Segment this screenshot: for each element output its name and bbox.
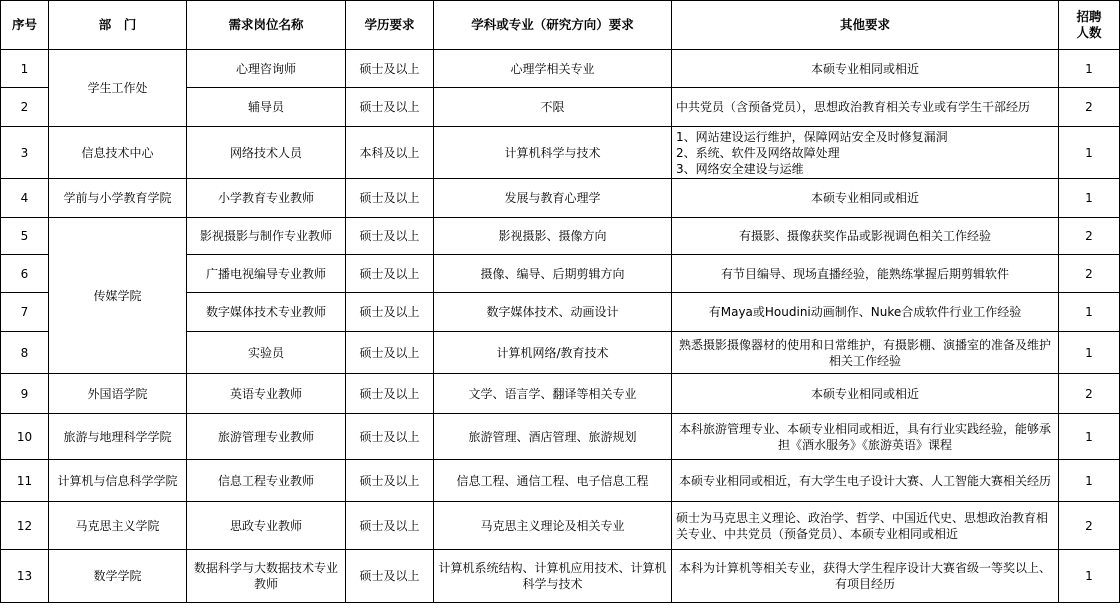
cell-major: 计算机科学与技术 bbox=[434, 127, 672, 179]
other-line: 2、系统、软件及网络故障处理 bbox=[676, 145, 840, 160]
header-count bbox=[1059, 1, 1120, 50]
cell-no: 8 bbox=[1, 332, 49, 374]
table-row bbox=[1, 374, 1120, 414]
cell-count: 2 bbox=[1059, 502, 1120, 550]
cell-major: 发展与教育心理学 bbox=[434, 179, 672, 218]
cell-other bbox=[672, 127, 1059, 179]
cell-dept: 旅游与地理科学学院 bbox=[49, 414, 187, 460]
cell-education: 硕士及以上 bbox=[346, 293, 434, 332]
cell-position: 数字媒体技术专业教师 bbox=[187, 293, 346, 332]
cell-position: 广播电视编导专业教师 bbox=[187, 255, 346, 293]
cell-education: 硕士及以上 bbox=[346, 332, 434, 374]
cell-no: 10 bbox=[1, 414, 49, 460]
cell-count: 1 bbox=[1059, 179, 1120, 218]
cell-major: 影视摄影、摄像方向 bbox=[434, 218, 672, 255]
table-row bbox=[1, 179, 1120, 218]
other-line: 1、网站建设运行维护，保障网站安全及时修复漏洞 bbox=[676, 129, 948, 144]
cell-education: 硕士及以上 bbox=[346, 179, 434, 218]
cell-major: 摄像、编导、后期剪辑方向 bbox=[434, 255, 672, 293]
cell-no: 6 bbox=[1, 255, 49, 293]
cell-major: 旅游管理、酒店管理、旅游规划 bbox=[434, 414, 672, 460]
cell-count: 2 bbox=[1059, 374, 1120, 414]
cell-count: 2 bbox=[1059, 255, 1120, 293]
cell-position: 实验员 bbox=[187, 332, 346, 374]
cell-major: 心理学相关专业 bbox=[434, 50, 672, 88]
cell-count: 1 bbox=[1059, 460, 1120, 502]
cell-dept: 学生工作处 bbox=[49, 50, 187, 127]
cell-education: 硕士及以上 bbox=[346, 374, 434, 414]
cell-other: 本硕专业相同或相近 bbox=[672, 50, 1059, 88]
cell-major: 马克思主义理论及相关专业 bbox=[434, 502, 672, 550]
header-row bbox=[1, 1, 1120, 50]
cell-count: 1 bbox=[1059, 550, 1120, 603]
table-row bbox=[1, 414, 1120, 460]
cell-education: 硕士及以上 bbox=[346, 502, 434, 550]
cell-position: 思政专业教师 bbox=[187, 502, 346, 550]
cell-position: 小学教育专业教师 bbox=[187, 179, 346, 218]
cell-other: 有Maya或Houdini动画制作、Nuke合成软件行业工作经验 bbox=[672, 293, 1059, 332]
cell-other: 硕士为马克思主义理论、政治学、哲学、中国近代史、思想政治教育相关专业、中共党员（预备党员）、本硕专业相同或相近 bbox=[672, 502, 1059, 550]
other-line: 3、网络安全建设与运维 bbox=[676, 161, 804, 176]
cell-position: 数据科学与大数据技术专业教师 bbox=[187, 550, 346, 603]
cell-other: 本科旅游管理专业、本硕专业相同或相近，具有行业实践经验，能够承担《酒水服务》《旅游英语》课程 bbox=[672, 414, 1059, 460]
cell-dept: 数学学院 bbox=[49, 550, 187, 603]
table-row bbox=[1, 50, 1120, 88]
cell-major: 计算机网络/教育技术 bbox=[434, 332, 672, 374]
cell-position: 信息工程专业教师 bbox=[187, 460, 346, 502]
header-education: 学历要求 bbox=[346, 1, 434, 50]
cell-no: 9 bbox=[1, 374, 49, 414]
cell-no: 2 bbox=[1, 88, 49, 127]
cell-other: 有摄影、摄像获奖作品或影视调色相关工作经验 bbox=[672, 218, 1059, 255]
header-count-line1: 招聘 bbox=[1076, 9, 1102, 24]
cell-other: 本硕专业相同或相近 bbox=[672, 179, 1059, 218]
cell-position: 心理咨询师 bbox=[187, 50, 346, 88]
header-major: 学科或专业（研究方向）要求 bbox=[434, 1, 672, 50]
cell-education: 硕士及以上 bbox=[346, 550, 434, 603]
header-count-line2: 人数 bbox=[1076, 25, 1102, 40]
cell-dept: 计算机与信息科学学院 bbox=[49, 460, 187, 502]
cell-dept: 马克思主义学院 bbox=[49, 502, 187, 550]
cell-no: 13 bbox=[1, 550, 49, 603]
cell-no: 11 bbox=[1, 460, 49, 502]
cell-other: 本硕专业相同或相近，有大学生电子设计大赛、人工智能大赛相关经历 bbox=[672, 460, 1059, 502]
cell-no: 1 bbox=[1, 50, 49, 88]
table-row bbox=[1, 460, 1120, 502]
cell-education: 硕士及以上 bbox=[346, 460, 434, 502]
cell-count: 2 bbox=[1059, 88, 1120, 127]
cell-other: 本科为计算机等相关专业，获得大学生程序设计大赛省级一等奖以上、有项目经历 bbox=[672, 550, 1059, 603]
cell-count: 1 bbox=[1059, 293, 1120, 332]
cell-position: 辅导员 bbox=[187, 88, 346, 127]
header-position: 需求岗位名称 bbox=[187, 1, 346, 50]
header-no: 序号 bbox=[1, 1, 49, 50]
cell-position: 网络技术人员 bbox=[187, 127, 346, 179]
cell-count: 1 bbox=[1059, 127, 1120, 179]
cell-count: 2 bbox=[1059, 218, 1120, 255]
cell-major: 计算机系统结构、计算机应用技术、计算机科学与技术 bbox=[434, 550, 672, 603]
cell-no: 4 bbox=[1, 179, 49, 218]
cell-education: 硕士及以上 bbox=[346, 255, 434, 293]
cell-no: 7 bbox=[1, 293, 49, 332]
cell-education: 硕士及以上 bbox=[346, 50, 434, 88]
cell-education: 硕士及以上 bbox=[346, 218, 434, 255]
cell-position: 旅游管理专业教师 bbox=[187, 414, 346, 460]
cell-dept: 信息技术中心 bbox=[49, 127, 187, 179]
cell-position: 英语专业教师 bbox=[187, 374, 346, 414]
cell-no: 3 bbox=[1, 127, 49, 179]
cell-other: 中共党员（含预备党员），思想政治教育相关专业或有学生干部经历 bbox=[672, 88, 1059, 127]
table-row bbox=[1, 127, 1120, 179]
cell-count: 1 bbox=[1059, 332, 1120, 374]
cell-position: 影视摄影与制作专业教师 bbox=[187, 218, 346, 255]
cell-other: 本硕专业相同或相近 bbox=[672, 374, 1059, 414]
table-row bbox=[1, 502, 1120, 550]
cell-count: 1 bbox=[1059, 50, 1120, 88]
cell-major: 信息工程、通信工程、电子信息工程 bbox=[434, 460, 672, 502]
table-row bbox=[1, 218, 1120, 255]
cell-no: 12 bbox=[1, 502, 49, 550]
cell-major: 不限 bbox=[434, 88, 672, 127]
cell-no: 5 bbox=[1, 218, 49, 255]
cell-dept: 学前与小学教育学院 bbox=[49, 179, 187, 218]
header-dept: 部 门 bbox=[49, 1, 187, 50]
table-row bbox=[1, 550, 1120, 603]
cell-education: 硕士及以上 bbox=[346, 414, 434, 460]
cell-major: 数字媒体技术、动画设计 bbox=[434, 293, 672, 332]
cell-other: 熟悉摄影摄像器材的使用和日常维护，有摄影棚、演播室的准备及维护相关工作经验 bbox=[672, 332, 1059, 374]
cell-dept: 传媒学院 bbox=[49, 218, 187, 374]
cell-other: 有节目编导、现场直播经验，能熟练掌握后期剪辑软件 bbox=[672, 255, 1059, 293]
cell-education: 本科及以上 bbox=[346, 127, 434, 179]
cell-education: 硕士及以上 bbox=[346, 88, 434, 127]
cell-dept: 外国语学院 bbox=[49, 374, 187, 414]
header-other: 其他要求 bbox=[672, 1, 1059, 50]
cell-count: 1 bbox=[1059, 414, 1120, 460]
cell-major: 文学、语言学、翻译等相关专业 bbox=[434, 374, 672, 414]
